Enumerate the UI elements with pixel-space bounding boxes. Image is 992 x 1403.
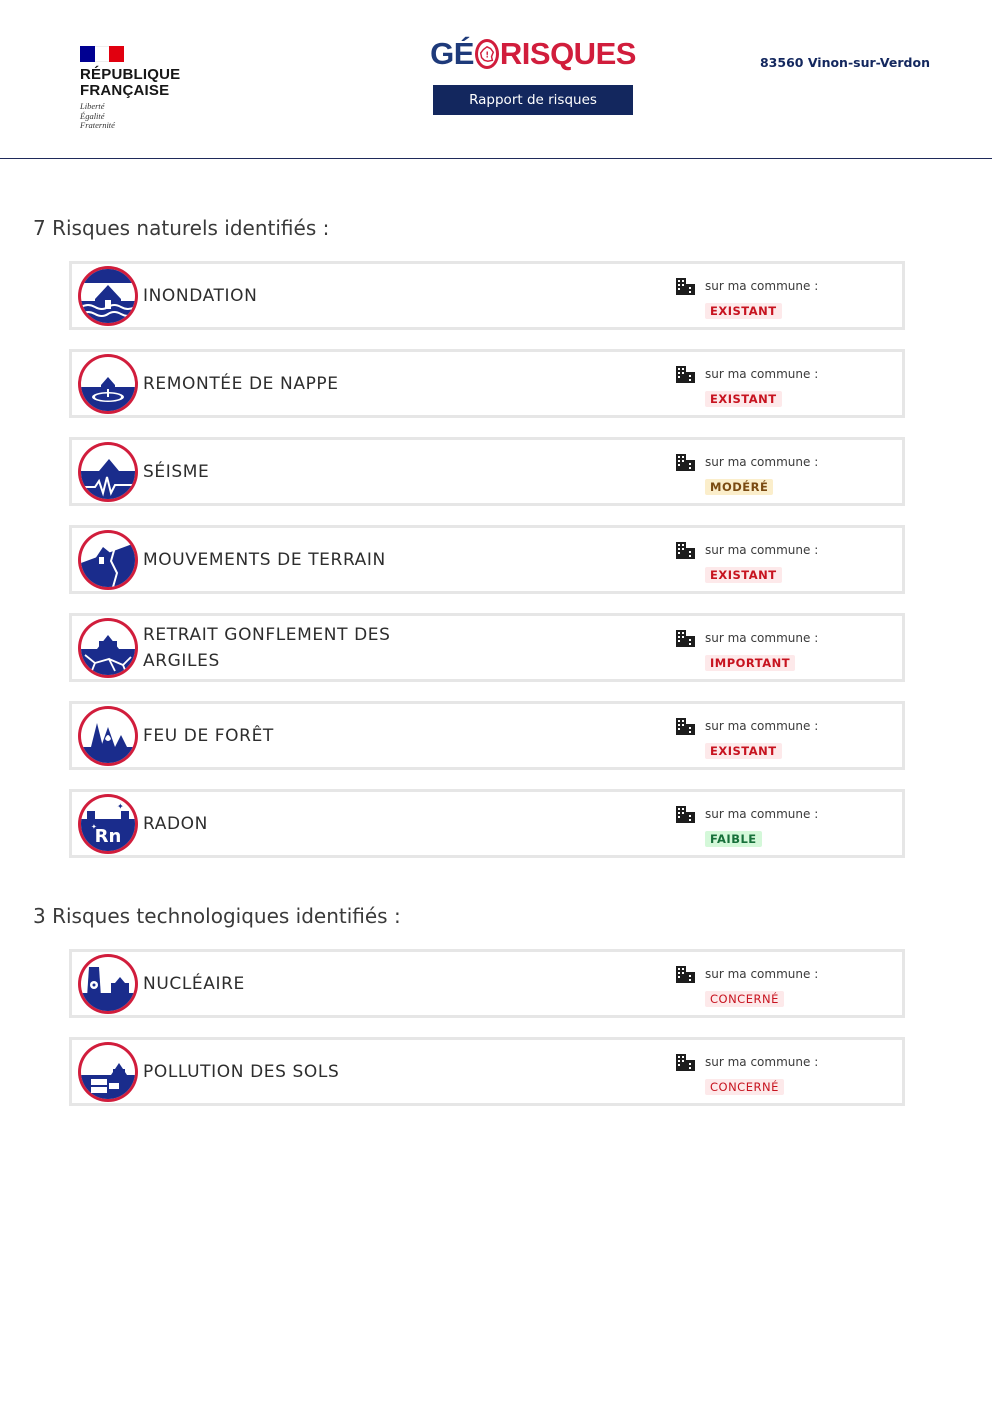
clay-shrink-icon xyxy=(78,618,138,678)
marianne-flag-icon xyxy=(80,46,124,62)
building-icon xyxy=(675,276,697,296)
natural-risks-count: 7 xyxy=(33,216,46,240)
technological-risks-heading: Risques technologiques identifiés : xyxy=(52,904,401,928)
risk-status xyxy=(675,364,895,407)
groundwater-icon xyxy=(78,354,138,414)
building-icon xyxy=(675,628,697,648)
motto-liberte: Liberté xyxy=(80,101,105,111)
risk-card xyxy=(69,613,905,682)
status-label: sur ma commune : xyxy=(705,1055,819,1069)
risk-status xyxy=(675,716,895,759)
risk-name: RETRAIT GONFLEMENT DES ARGILES xyxy=(143,624,391,671)
building-icon xyxy=(675,364,697,384)
risk-card xyxy=(69,261,905,330)
risk-status xyxy=(675,964,895,1007)
republique-francaise-logo xyxy=(80,46,200,131)
status-label: sur ma commune : xyxy=(705,455,819,469)
risk-status xyxy=(675,276,895,319)
risk-name: FEU DE FORÊT xyxy=(143,725,274,746)
status-badge: CONCERNÉ xyxy=(705,991,784,1007)
logo-ge: GÉ xyxy=(430,36,474,71)
status-label: sur ma commune : xyxy=(705,279,819,293)
motto-egalite: Égalité xyxy=(80,110,105,121)
radon-icon xyxy=(78,794,138,854)
status-badge: EXISTANT xyxy=(705,391,782,407)
svg-text:✦: ✦ xyxy=(117,801,124,811)
soil-pollution-icon xyxy=(78,1042,138,1102)
risk-name: MOUVEMENTS DE TERRAIN xyxy=(143,549,386,570)
status-label: sur ma commune : xyxy=(705,631,819,645)
georisques-logo xyxy=(430,34,636,74)
risk-name: INONDATION xyxy=(143,285,258,306)
landslide-icon xyxy=(78,530,138,590)
status-badge: FAIBLE xyxy=(705,831,762,847)
natural-risks-heading: Risques naturels identifiés : xyxy=(52,216,330,240)
earthquake-icon xyxy=(78,442,138,502)
technological-risk-list xyxy=(69,949,905,1125)
francaise-text: FRANÇAISE xyxy=(80,82,170,99)
flood-icon xyxy=(78,266,138,326)
status-badge: IMPORTANT xyxy=(705,655,795,671)
forest-fire-icon xyxy=(78,706,138,766)
motto xyxy=(80,102,200,131)
risk-name: RADON xyxy=(143,813,208,834)
building-icon xyxy=(675,964,697,984)
building-icon xyxy=(675,716,697,736)
risk-name: SÉISME xyxy=(143,461,210,482)
building-icon xyxy=(675,804,697,824)
commune-name: 83560 Vinon-sur-Verdon xyxy=(759,55,930,70)
status-label: sur ma commune : xyxy=(705,719,819,733)
technological-risks-count: 3 xyxy=(33,904,46,928)
risk-status xyxy=(675,628,895,671)
building-icon xyxy=(675,452,697,472)
risk-card xyxy=(69,1037,905,1106)
status-badge: EXISTANT xyxy=(705,303,782,319)
page-header xyxy=(0,0,992,159)
svg-text:Rn: Rn xyxy=(94,825,122,847)
status-badge: MODÉRÉ xyxy=(705,479,773,495)
risk-name: POLLUTION DES SOLS xyxy=(143,1061,340,1082)
report-label: Rapport de risques xyxy=(433,85,633,115)
status-label: sur ma commune : xyxy=(705,967,819,981)
status-badge: EXISTANT xyxy=(705,743,782,759)
risk-status xyxy=(675,540,895,583)
risk-status xyxy=(675,452,895,495)
risk-card xyxy=(69,349,905,418)
status-badge: CONCERNÉ xyxy=(705,1079,784,1095)
risk-name: REMONTÉE DE NAPPE xyxy=(143,373,339,394)
building-icon xyxy=(675,1052,697,1072)
risk-status xyxy=(675,804,895,847)
risk-name: NUCLÉAIRE xyxy=(143,973,245,994)
risk-card xyxy=(69,525,905,594)
risk-card xyxy=(69,949,905,1018)
georisques-brand xyxy=(430,34,636,115)
motto-fraternite: Fraternité xyxy=(80,120,115,130)
status-badge: EXISTANT xyxy=(705,567,782,583)
nuclear-icon xyxy=(78,954,138,1014)
risk-card xyxy=(69,789,905,858)
status-label: sur ma commune : xyxy=(705,543,819,557)
building-icon xyxy=(675,540,697,560)
natural-risk-list xyxy=(69,261,905,877)
svg-text:!: ! xyxy=(485,49,489,60)
france-map-icon xyxy=(475,39,499,69)
status-label: sur ma commune : xyxy=(705,367,819,381)
republique-text: RÉPUBLIQUE xyxy=(80,66,181,83)
natural-risks-title xyxy=(33,216,329,240)
svg-text:✦: ✦ xyxy=(91,822,97,831)
logo-risques: RISQUES xyxy=(499,36,636,71)
technological-risks-title xyxy=(33,904,401,928)
risk-card xyxy=(69,701,905,770)
risk-status xyxy=(675,1052,895,1095)
status-label: sur ma commune : xyxy=(705,807,819,821)
risk-card xyxy=(69,437,905,506)
